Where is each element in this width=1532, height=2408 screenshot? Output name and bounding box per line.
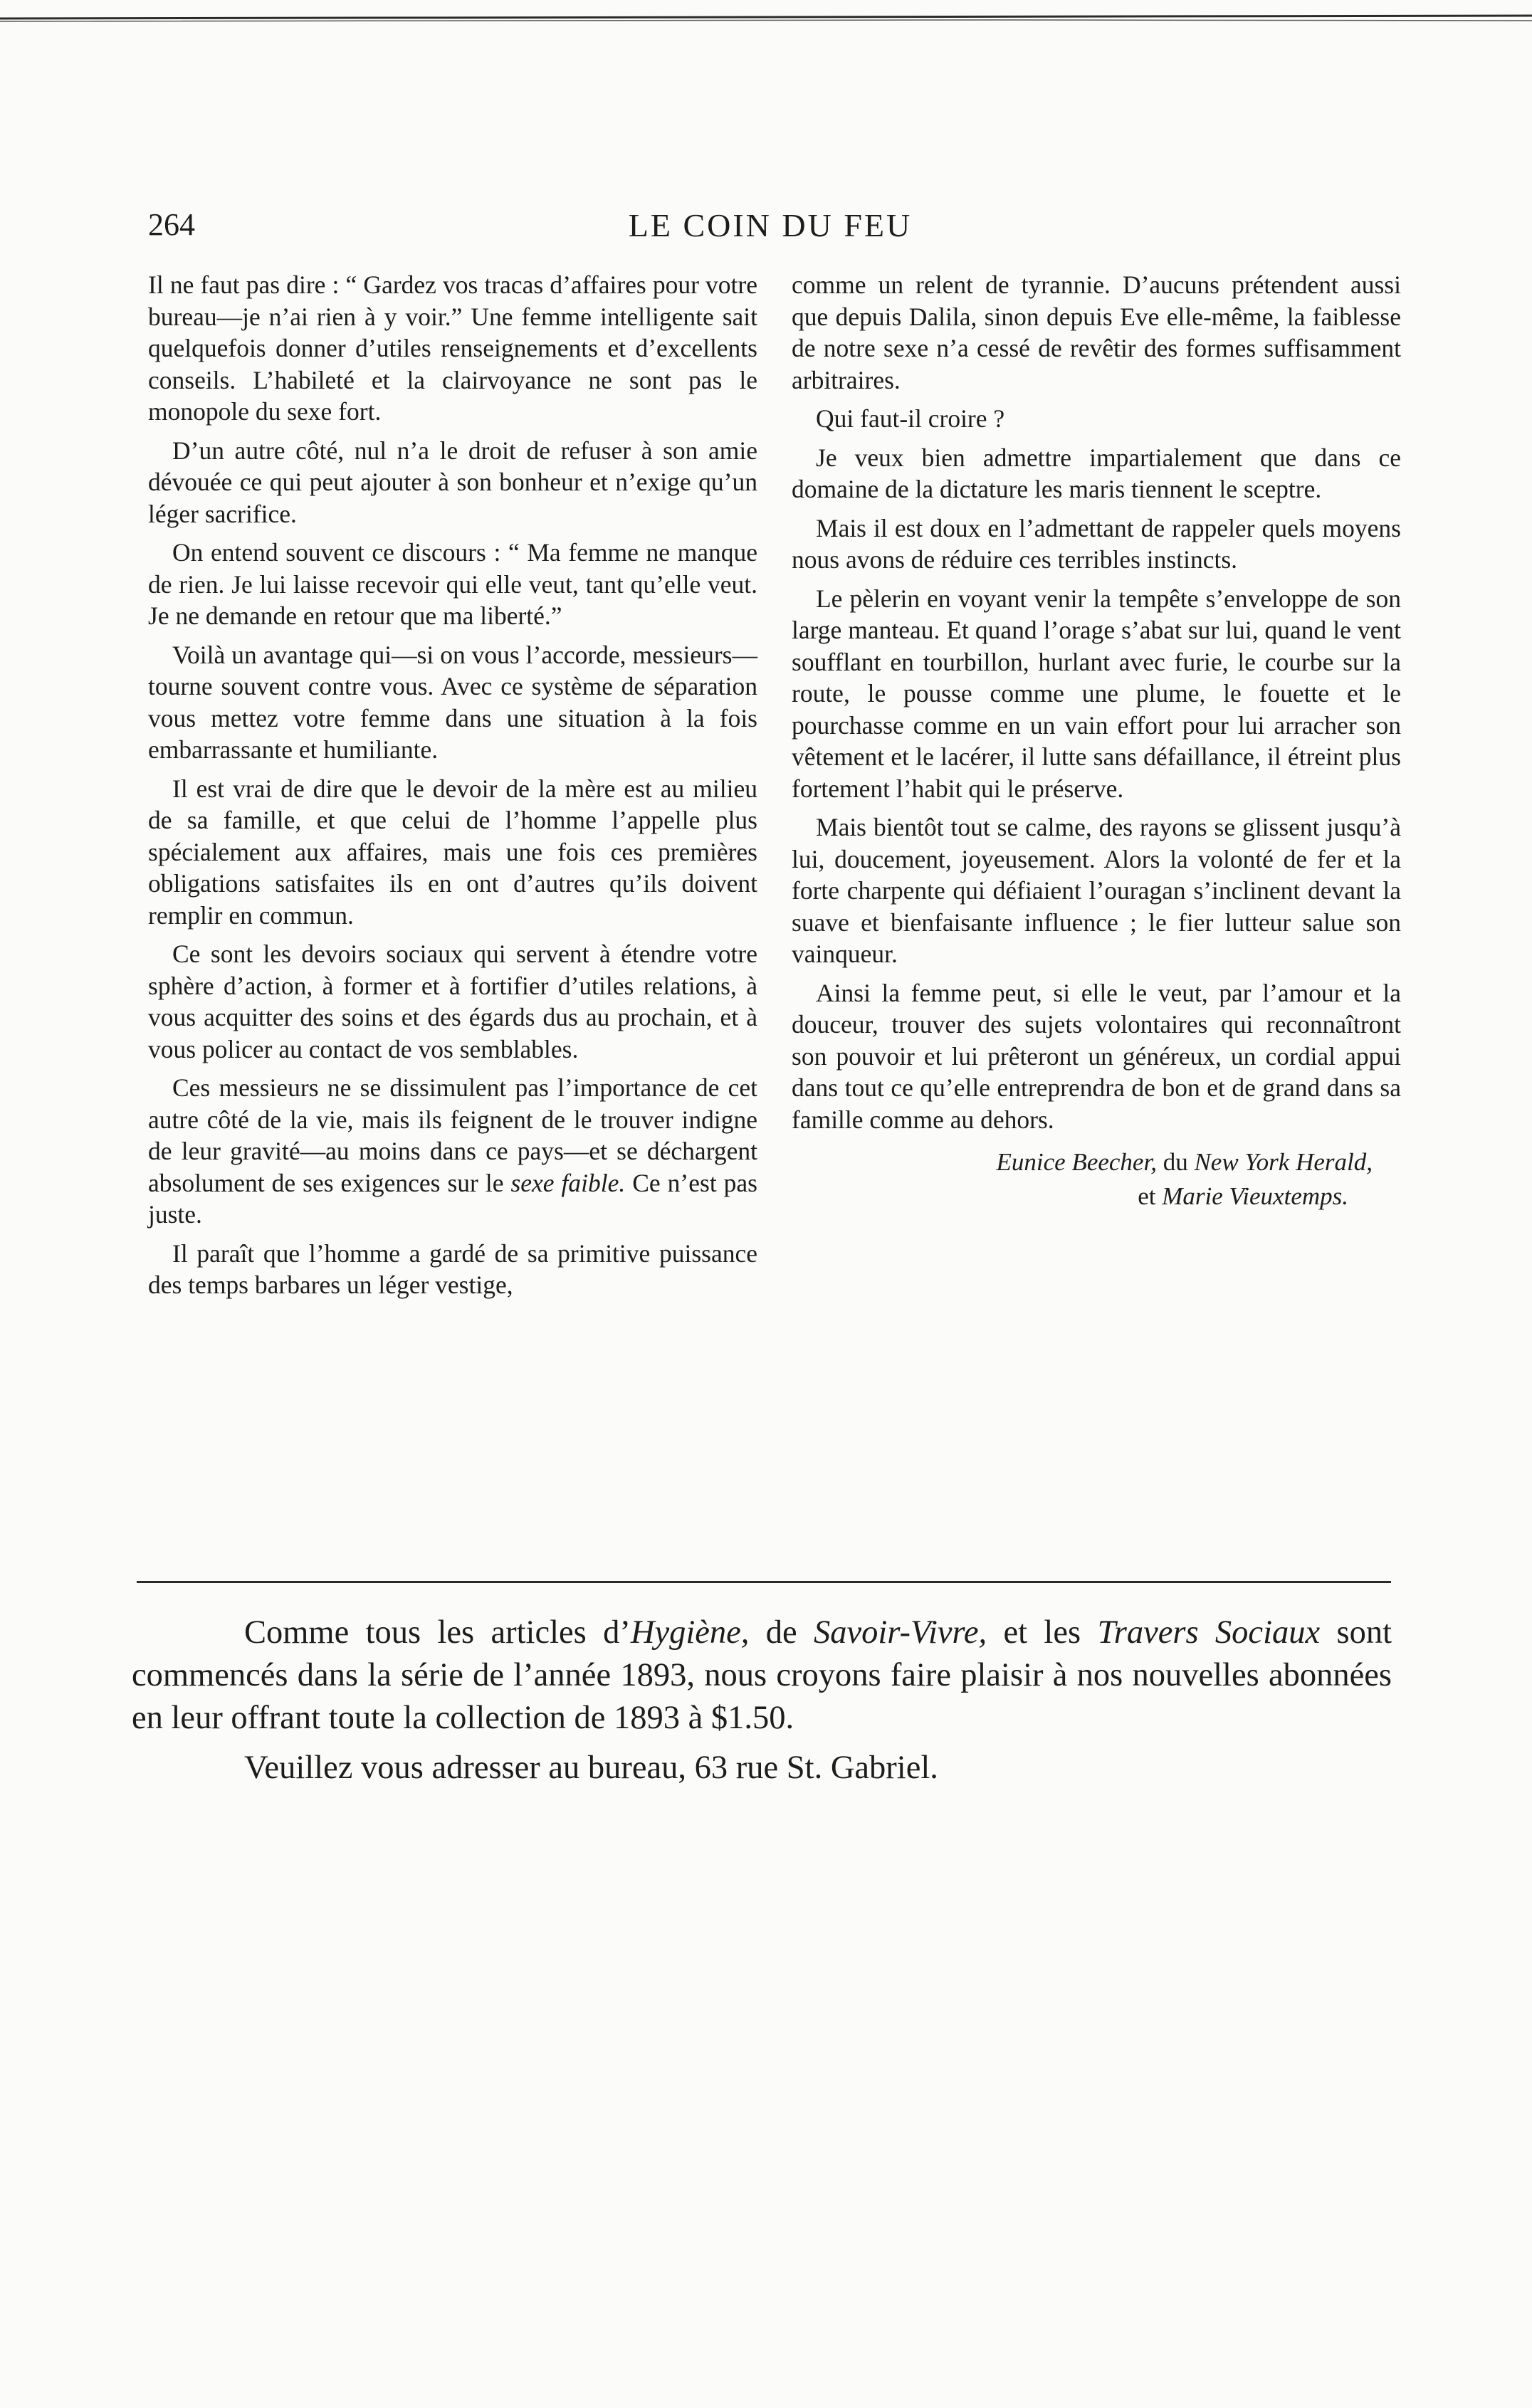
paragraph: Ainsi la femme peut, si elle le veut, par l’amour et la douceur, trouver des sujets volontaires qui reconnaîtront son pouvoir et lui prêteront un généreux, un cordial appui dans tout ce qu’elle entreprendra de bon et de grand dans sa famille comme au dehors. [792, 978, 1401, 1134]
running-head: LE COIN DU FEU [628, 207, 913, 243]
author-name: Marie Vieuxtemps. [1162, 1182, 1348, 1210]
section-divider [137, 1581, 1391, 1583]
paragraph: Mais bientôt tout se calme, des rayons se glissent jusqu’à lui, doucement, joyeusement. Alors la volonté de fer et la forte charpente qui défiaient l’ouragan s’inclinent devant la suave et bienfaisante influence ; le fier lutteur salue son vainqueur. [792, 813, 1401, 968]
signature-line [792, 1145, 1401, 1179]
text-run: Comme tous les articles d’ [244, 1614, 631, 1651]
paragraph [148, 1072, 757, 1231]
page-header [148, 206, 1392, 252]
paragraph: Qui faut-il croire ? [816, 404, 1005, 433]
italic-text: Savoir-Vivre, [814, 1614, 987, 1651]
paragraph: Il ne faut pas dire : “ Gardez vos tracas d’affaires pour votre bureau—je n’ai rien à y voir.” Une femme intelligente sait quelquefois donner d’utiles renseignements et d’excellents conseils. L’habileté et la clairvoyance ne sont pas le monopole du sexe fort. [148, 270, 757, 426]
paragraph: Ce sont les devoirs sociaux qui servent à étendre votre sphère d’action, à former et à fortifier d’utiles relations, à vous acquitter des soins et des égards dus au prochain, et à vous policer au contact de vos semblables. [148, 940, 757, 1063]
text-run: de [749, 1614, 814, 1651]
text-run: Ce n’est pas juste. [148, 1168, 757, 1229]
notice-paragraph [132, 1612, 1392, 1740]
top-edge-rule [0, 11, 1532, 27]
right-column [792, 269, 1401, 1214]
signature-line [792, 1179, 1401, 1214]
italic-text: Hygiène, [630, 1614, 750, 1651]
page-number: 264 [148, 207, 195, 242]
paragraph: Il paraît que l’homme a gardé de sa primitive puissance des temps barbares un léger vestige, [148, 1239, 757, 1299]
paragraph: comme un relent de tyrannie. D’aucuns prétendent aussi que depuis Dalila, sinon depuis Eve elle-même, la faiblesse de notre sexe n’a cessé de revêtir des formes suffisamment arbitraires. [792, 270, 1401, 394]
text-run: du [1156, 1148, 1195, 1176]
italic-text: sexe faible. [510, 1168, 626, 1197]
text-run: Ces messieurs ne se dissimulent pas l’importance de cet autre côté de la vie, mais ils feignent de le trouver indigne de leur gravité—au moins dans ce pays—et se déchargent absolument de ses exigences sur le [148, 1073, 757, 1197]
italic-text: Travers Sociaux [1097, 1614, 1321, 1651]
paragraph: D’un autre côté, nul n’a le droit de refuser à son amie dévouée ce qui peut ajouter à son bonheur et n’exige qu’un léger sacrifice. [148, 436, 757, 528]
left-column [148, 269, 757, 1308]
signature [792, 1145, 1401, 1214]
source-name: New York Herald, [1194, 1148, 1373, 1176]
author-name: Eunice Beecher, [996, 1148, 1157, 1176]
notice-paragraph: Veuillez vous adresser au bureau, 63 rue St. Gabriel. [244, 1750, 938, 1786]
text-run: et [1138, 1182, 1163, 1210]
text-run: et les [987, 1614, 1098, 1651]
paragraph: Voilà un avantage qui—si on vous l’accorde, messieurs—tourne souvent contre vous. Avec ce système de séparation vous mettez votre femme dans une situation à la fois embarrassante et humiliante. [148, 640, 757, 764]
text-run: sont commencés dans la série de l’année 1893, nous croyons faire plaisir à nos nouvelles abonnées en leur offrant toute la collection de 1893 à $1.50. [132, 1614, 1392, 1736]
paragraph: Mais il est doux en l’admettant de rappeler quels moyens nous avons de réduire ces terribles instincts. [792, 513, 1401, 574]
paragraph: Je veux bien admettre impartialement que dans ce domaine de la dictature les maris tiennent le sceptre. [792, 443, 1401, 503]
subscription-notice [132, 1612, 1392, 1797]
paragraph: On entend souvent ce discours : “ Ma femme ne manque de rien. Je lui laisse recevoir qui elle veut, tant qu’elle veut. Je ne demande en retour que ma liberté.” [148, 538, 757, 630]
paragraph: Le pèlerin en voyant venir la tempête s’enveloppe de son large manteau. Et quand l’orage s’abat sur lui, quand le vent soufflant en tourbillon, hurlant avec furie, le courbe sur la route, le pousse comme une plume, le fouette et le pourchasse comme en un vain effort pour lui arracher son vêtement et le lacérer, il lutte sans défaillance, il étreint plus fortement l’habit qui le préserve. [792, 584, 1401, 803]
paragraph: Il est vrai de dire que le devoir de la mère est au milieu de sa famille, et que celui de l’homme l’appelle plus spécialement aux affaires, mais une fois ces premières obligations satisfaites ils en ont d’autres qu’ils doivent remplir en commun. [148, 774, 757, 930]
